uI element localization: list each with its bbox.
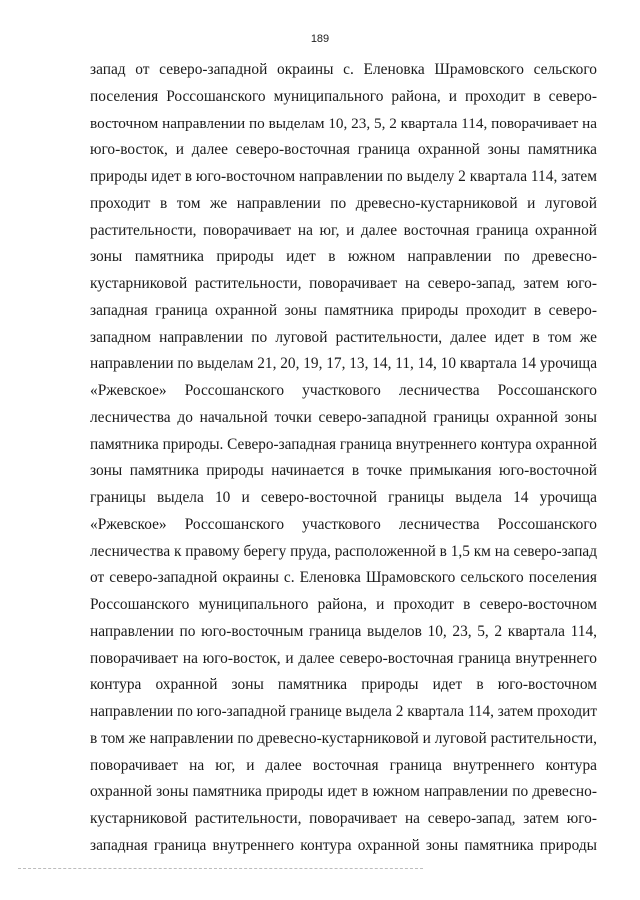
text-line: кустарниковой растительности, поворачивает на северо-запад, затем юго- [90,810,597,827]
text-line: юго-восток, и далее северо-восточная граница охранной зоны памятника [90,141,597,159]
text-line: проходит в том же направлении по древесно-кустарниковой и луговой [90,194,597,212]
text-line: Россошанского муниципального района, и проходит в северо-восточном [90,596,597,613]
text-line: западная граница охранной зоны памятника природы проходит в северо- [90,301,597,319]
text-line: направлении по юго-восточным граница выделов 10, 23, 5, 2 квартала 114, [90,622,597,640]
text-line: лесничества к правому берегу пруда, расположенной в 1,5 км на северо-запад [90,542,597,560]
text-line: границы выдела 10 и северо-восточной границы выдела 14 урочища [90,489,597,506]
text-line: западном направлении по луговой растительности, далее идет в том же [90,328,597,346]
text-line: зоны памятника природы идет в южном направлении по древесно- [90,248,597,266]
text-line: запад от северо-западной окраины с. Еленовка Шрамовского сельского [90,61,597,78]
text-line: «Ржевское» Россошанского участкового лесничества Россошанского [90,382,597,399]
text-line: направлении по юго-западной границе выдела 2 квартала 114, затем проходит [90,703,598,720]
text-line: охранной зоны памятника природы идет в южном направлении по древесно- [90,783,597,801]
text-line: поворачивает на юг, и далее восточная граница внутреннего контура [90,756,597,774]
text-line: растительности, поворачивает на юг, и далее восточная граница охранной [90,221,597,239]
text-line: поворачивает на юго-восток, и далее северо-восточная граница внутреннего [90,649,597,667]
text-line: «Ржевское» Россошанского участкового лесничества Россошанского [90,515,597,533]
text-line: западная граница внутреннего контура охранной зоны памятника природы [90,836,597,854]
text-line: природы идет в юго-восточном направлении по выделу 2 квартала 114, затем [90,168,597,185]
text-line: поселения Россошанского муниципального района, и проходит в северо- [90,87,597,105]
text-line: от северо-западной окраины с. Еленовка Шрамовского сельского поселения [90,569,597,587]
text-line: памятника природы. Северо-западная граница внутреннего контура охранной [90,435,598,453]
text-line: направлении по выделам 21, 20, 19, 17, 13, 14, 11, 14, 10 квартала 14 урочища [90,355,597,373]
text-line: зоны памятника природы начинается в точке примыкания юго-восточной [90,462,597,480]
text-line: лесничества до начальной точки северо-западной границы охранной зоны [90,408,597,426]
text-line: кустарниковой растительности, поворачивает на северо-запад, затем юго- [90,275,597,292]
footer-divider [18,868,423,869]
body-text [90,57,597,860]
text-line: в том же направлении по древесно-кустарниковой и луговой растительности, [90,729,597,747]
text-line: восточном направлении по выделам 10, 23, 5, 2 квартала 114, поворачивает на [90,114,598,132]
page-number: 189 [310,33,330,45]
text-line: контура охранной зоны памятника природы идет в юго-восточном [90,676,597,694]
